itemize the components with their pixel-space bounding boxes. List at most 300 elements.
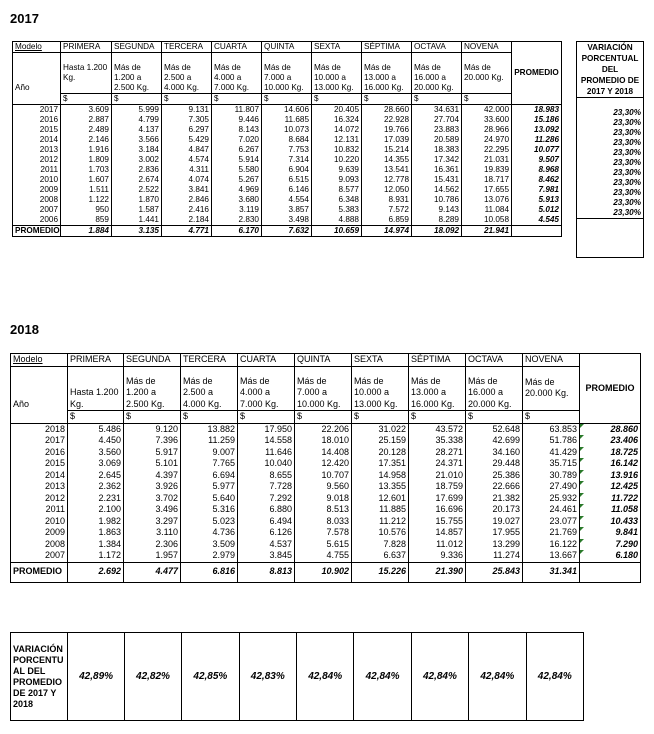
value-cell: 4.074 xyxy=(162,175,212,185)
value-cell: 8.033 xyxy=(295,516,352,528)
promedio-label: PROMEDIO xyxy=(11,562,68,582)
value-cell: 8.143 xyxy=(212,125,262,135)
value-cell: 6.859 xyxy=(362,215,412,226)
value-cell: 11.646 xyxy=(238,447,295,459)
variation-value: 42,85% xyxy=(182,633,239,721)
value-cell: 4.969 xyxy=(212,185,262,195)
table-row xyxy=(11,550,641,562)
variation-value: 42,84% xyxy=(469,633,526,721)
value-cell: 2.846 xyxy=(162,195,212,205)
value-cell: 20.173 xyxy=(466,504,523,516)
value-cell: 7.305 xyxy=(162,115,212,125)
range-label: Más de 16.000 a 20.000 Kg. xyxy=(412,53,462,94)
value-cell: 11.274 xyxy=(466,550,523,562)
average-cell: 11.286 xyxy=(512,135,562,145)
year-cell: 2010 xyxy=(13,175,61,185)
year-cell: 2013 xyxy=(13,145,61,155)
range-label: Más de 1.200 a 2.500 Kg. xyxy=(124,366,181,411)
value-cell: 10.832 xyxy=(312,145,362,155)
value-cell: 11.685 xyxy=(262,115,312,125)
year-cell: 2015 xyxy=(13,125,61,135)
year-cell: 2012 xyxy=(11,493,68,505)
promedio-value: 21.941 xyxy=(462,225,512,236)
average-cell: 5.913 xyxy=(512,195,562,205)
value-cell: 11.259 xyxy=(181,435,238,447)
average-cell: 4.545 xyxy=(512,215,562,226)
title-2017: 2017 xyxy=(10,11,39,26)
table-row xyxy=(13,155,562,165)
value-cell: 5.917 xyxy=(124,447,181,459)
promedio-value: 3.135 xyxy=(112,225,162,236)
table-row xyxy=(13,115,562,125)
header-cuarta: CUARTA xyxy=(238,354,295,367)
header-modelo: Modelo xyxy=(11,354,68,367)
value-cell: 18.759 xyxy=(409,481,466,493)
value-cell: 2.674 xyxy=(112,175,162,185)
value-cell: 14.857 xyxy=(409,527,466,539)
promedio-value: 14.974 xyxy=(362,225,412,236)
value-cell: 17.342 xyxy=(412,155,462,165)
value-cell: 2.489 xyxy=(61,125,112,135)
header-sexta: SEXTA xyxy=(312,42,362,53)
value-cell: 2.100 xyxy=(68,504,124,516)
value-cell: 2.887 xyxy=(61,115,112,125)
table-row xyxy=(11,435,641,447)
title-2018: 2018 xyxy=(10,322,39,337)
currency-symbol: $ xyxy=(61,93,112,104)
value-cell: 23.883 xyxy=(412,125,462,135)
value-cell: 3.609 xyxy=(61,104,112,115)
year-cell: 2016 xyxy=(11,447,68,459)
currency-symbol: $ xyxy=(112,93,162,104)
average-cell: 11.722 xyxy=(580,493,641,505)
value-cell: 5.101 xyxy=(124,458,181,470)
value-cell: 5.429 xyxy=(162,135,212,145)
value-cell: 3.002 xyxy=(112,155,162,165)
value-cell: 4.537 xyxy=(238,539,295,551)
value-cell: 7.292 xyxy=(238,493,295,505)
header-promedio: PROMEDIO xyxy=(580,354,641,424)
variation-empty xyxy=(577,229,644,239)
header-primera: PRIMERA xyxy=(61,42,112,53)
value-cell: 3.069 xyxy=(68,458,124,470)
value-cell: 3.509 xyxy=(181,539,238,551)
value-cell: 24.461 xyxy=(523,504,580,516)
currency-symbol: $ xyxy=(352,411,409,424)
range-label: Más de 4.000 a 7.000 Kg. xyxy=(238,366,295,411)
value-cell: 4.888 xyxy=(312,215,362,226)
average-cell: 9.841 xyxy=(580,527,641,539)
table-row xyxy=(13,135,562,145)
range-label: Más de 2.500 a 4.000 Kg. xyxy=(162,53,212,94)
value-cell: 6.694 xyxy=(181,470,238,482)
value-cell: 12.601 xyxy=(352,493,409,505)
value-cell: 7.753 xyxy=(262,145,312,155)
value-cell: 1.122 xyxy=(61,195,112,205)
value-cell: 19.027 xyxy=(466,516,523,528)
value-cell: 6.904 xyxy=(262,165,312,175)
variation-value: 23,30% xyxy=(577,198,644,208)
year-label: Año xyxy=(11,366,68,411)
year-cell: 2011 xyxy=(13,165,61,175)
value-cell: 5.640 xyxy=(181,493,238,505)
range-label: Más de 4.000 a 7.000 Kg. xyxy=(212,53,262,94)
value-cell: 1.607 xyxy=(61,175,112,185)
value-cell: 14.355 xyxy=(362,155,412,165)
value-cell: 14.558 xyxy=(238,435,295,447)
value-cell: 2.184 xyxy=(162,215,212,226)
value-cell: 6.880 xyxy=(238,504,295,516)
year-cell: 2013 xyxy=(11,481,68,493)
year-cell: 2017 xyxy=(13,104,61,115)
currency-symbol: $ xyxy=(295,411,352,424)
currency-symbol: $ xyxy=(124,411,181,424)
value-cell: 3.926 xyxy=(124,481,181,493)
value-cell: 41.429 xyxy=(523,447,580,459)
value-cell: 24.970 xyxy=(462,135,512,145)
value-cell: 3.566 xyxy=(112,135,162,145)
value-cell: 34.160 xyxy=(466,447,523,459)
value-cell: 24.371 xyxy=(409,458,466,470)
year-cell: 2009 xyxy=(11,527,68,539)
value-cell: 7.828 xyxy=(352,539,409,551)
value-cell: 13.076 xyxy=(462,195,512,205)
promedio-empty xyxy=(580,562,641,582)
value-cell: 1.703 xyxy=(61,165,112,175)
value-cell: 17.351 xyxy=(352,458,409,470)
range-label: Más de 10.000 a 13.000 Kg. xyxy=(352,366,409,411)
table-row xyxy=(13,215,562,226)
average-cell: 28.860 xyxy=(580,423,641,435)
value-cell: 9.018 xyxy=(295,493,352,505)
value-cell: 3.496 xyxy=(124,504,181,516)
value-cell: 4.554 xyxy=(262,195,312,205)
value-cell: 2.645 xyxy=(68,470,124,482)
value-cell: 12.778 xyxy=(362,175,412,185)
table-row xyxy=(11,447,641,459)
value-cell: 5.023 xyxy=(181,516,238,528)
variation-value: 42,84% xyxy=(526,633,583,721)
range-label: Más de 13.000 a 16.000 Kg. xyxy=(362,53,412,94)
average-cell: 7.981 xyxy=(512,185,562,195)
value-cell: 17.955 xyxy=(466,527,523,539)
value-cell: 28.271 xyxy=(409,447,466,459)
variation-table-2018 xyxy=(10,632,584,721)
promedio-value: 6.816 xyxy=(181,562,238,582)
promedio-value: 10.659 xyxy=(312,225,362,236)
value-cell: 4.799 xyxy=(112,115,162,125)
header-modelo: Modelo xyxy=(13,42,61,53)
header-septima: SÉPTIMA xyxy=(409,354,466,367)
range-label: Más de 20.000 Kg. xyxy=(462,53,512,94)
promedio-value: 6.170 xyxy=(212,225,262,236)
variation-value: 23,30% xyxy=(577,118,644,128)
value-cell: 17.950 xyxy=(238,423,295,435)
value-cell: 3.110 xyxy=(124,527,181,539)
promedio-value: 1.884 xyxy=(61,225,112,236)
table-row xyxy=(11,458,641,470)
variation-value: 42,84% xyxy=(296,633,353,721)
average-cell: 8.968 xyxy=(512,165,562,175)
value-cell: 22.666 xyxy=(466,481,523,493)
value-cell: 25.932 xyxy=(523,493,580,505)
value-cell: 4.736 xyxy=(181,527,238,539)
average-cell: 5.012 xyxy=(512,205,562,215)
header-novena: NOVENA xyxy=(462,42,512,53)
promedio-value: 8.813 xyxy=(238,562,295,582)
average-cell: 13.092 xyxy=(512,125,562,135)
value-cell: 16.696 xyxy=(409,504,466,516)
value-cell: 5.383 xyxy=(312,205,362,215)
value-cell: 2.146 xyxy=(61,135,112,145)
value-cell: 11.084 xyxy=(462,205,512,215)
value-cell: 13.299 xyxy=(466,539,523,551)
value-cell: 21.769 xyxy=(523,527,580,539)
value-cell: 5.580 xyxy=(212,165,262,175)
table-row xyxy=(11,539,641,551)
year-cell: 2015 xyxy=(11,458,68,470)
table-row xyxy=(11,481,641,493)
range-label: Hasta 1.200 Kg. xyxy=(61,53,112,94)
value-cell: 5.316 xyxy=(181,504,238,516)
table-row xyxy=(11,527,641,539)
value-cell: 2.416 xyxy=(162,205,212,215)
table-row xyxy=(13,125,562,135)
value-cell: 7.578 xyxy=(295,527,352,539)
value-cell: 9.446 xyxy=(212,115,262,125)
year-cell: 2014 xyxy=(13,135,61,145)
value-cell: 12.131 xyxy=(312,135,362,145)
value-cell: 3.184 xyxy=(112,145,162,155)
currency-symbol: $ xyxy=(181,411,238,424)
value-cell: 3.498 xyxy=(262,215,312,226)
value-cell: 42.000 xyxy=(462,104,512,115)
range-label: Más de 2.500 a 4.000 Kg. xyxy=(181,366,238,411)
value-cell: 29.448 xyxy=(466,458,523,470)
variation-value: 23,30% xyxy=(577,188,644,198)
value-cell: 13.355 xyxy=(352,481,409,493)
promedio-value: 21.390 xyxy=(409,562,466,582)
value-cell: 10.220 xyxy=(312,155,362,165)
header-segunda: SEGUNDA xyxy=(112,42,162,53)
variation-header: VARIACIÓN PORCENTUAL DEL PROMEDIO DE 2017 Y 2018 xyxy=(577,42,644,98)
value-cell: 4.311 xyxy=(162,165,212,175)
average-cell: 8.462 xyxy=(512,175,562,185)
promedio-empty xyxy=(512,225,562,236)
value-cell: 13.882 xyxy=(181,423,238,435)
variation-value: 42,84% xyxy=(411,633,468,721)
range-label: Más de 7.000 a 10.000 Kg. xyxy=(262,53,312,94)
table-row xyxy=(13,145,562,155)
year-cell: 2009 xyxy=(13,185,61,195)
value-cell: 1.957 xyxy=(124,550,181,562)
value-cell: 3.841 xyxy=(162,185,212,195)
variation-value: 23,30% xyxy=(577,148,644,158)
value-cell: 17.655 xyxy=(462,185,512,195)
currency-symbol: $ xyxy=(412,93,462,104)
header-septima: SÉPTIMA xyxy=(362,42,412,53)
year-cell: 2018 xyxy=(11,423,68,435)
value-cell: 16.361 xyxy=(412,165,462,175)
value-cell: 20.128 xyxy=(352,447,409,459)
value-cell: 11.807 xyxy=(212,104,262,115)
promedio-value: 15.226 xyxy=(352,562,409,582)
value-cell: 52.648 xyxy=(466,423,523,435)
value-cell: 2.362 xyxy=(68,481,124,493)
value-cell: 1.916 xyxy=(61,145,112,155)
value-cell: 5.914 xyxy=(212,155,262,165)
value-cell: 15.214 xyxy=(362,145,412,155)
table-2018 xyxy=(10,353,641,583)
table-row xyxy=(13,185,562,195)
promedio-value: 4.771 xyxy=(162,225,212,236)
value-cell: 8.684 xyxy=(262,135,312,145)
promedio-value: 2.692 xyxy=(68,562,124,582)
value-cell: 27.704 xyxy=(412,115,462,125)
variation-value: 42,82% xyxy=(124,633,181,721)
average-cell: 6.180 xyxy=(580,550,641,562)
value-cell: 8.931 xyxy=(362,195,412,205)
header-quinta: QUINTA xyxy=(295,354,352,367)
value-cell: 14.958 xyxy=(352,470,409,482)
average-cell: 9.507 xyxy=(512,155,562,165)
value-cell: 4.574 xyxy=(162,155,212,165)
value-cell: 7.765 xyxy=(181,458,238,470)
header-octava: OCTAVA xyxy=(412,42,462,53)
table-row xyxy=(13,165,562,175)
value-cell: 7.572 xyxy=(362,205,412,215)
year-cell: 2010 xyxy=(11,516,68,528)
promedio-value: 18.092 xyxy=(412,225,462,236)
value-cell: 3.297 xyxy=(124,516,181,528)
value-cell: 20.589 xyxy=(412,135,462,145)
value-cell: 10.576 xyxy=(352,527,409,539)
variation-empty xyxy=(577,219,644,230)
value-cell: 27.490 xyxy=(523,481,580,493)
average-cell: 18.725 xyxy=(580,447,641,459)
value-cell: 8.289 xyxy=(412,215,462,226)
value-cell: 19.839 xyxy=(462,165,512,175)
year-cell: 2012 xyxy=(13,155,61,165)
table-row xyxy=(13,195,562,205)
table-row xyxy=(13,175,562,185)
currency-symbol: $ xyxy=(362,93,412,104)
value-cell: 25.159 xyxy=(352,435,409,447)
value-cell: 21.010 xyxy=(409,470,466,482)
value-cell: 5.615 xyxy=(295,539,352,551)
header-tercera: TERCERA xyxy=(162,42,212,53)
value-cell: 2.231 xyxy=(68,493,124,505)
currency-symbol: $ xyxy=(238,411,295,424)
range-label: Más de 16.000 a 20.000 Kg. xyxy=(466,366,523,411)
value-cell: 42.699 xyxy=(466,435,523,447)
variation-empty xyxy=(577,239,644,258)
value-cell: 6.494 xyxy=(238,516,295,528)
value-cell: 28.966 xyxy=(462,125,512,135)
value-cell: 14.072 xyxy=(312,125,362,135)
value-cell: 8.513 xyxy=(295,504,352,516)
value-cell: 859 xyxy=(61,215,112,226)
value-cell: 1.870 xyxy=(112,195,162,205)
value-cell: 14.408 xyxy=(295,447,352,459)
variation-value: 23,30% xyxy=(577,208,644,219)
average-cell: 10.433 xyxy=(580,516,641,528)
value-cell: 5.486 xyxy=(68,423,124,435)
variation-value: 23,30% xyxy=(577,108,644,118)
range-label: Más de 13.000 a 16.000 Kg. xyxy=(409,366,466,411)
value-cell: 6.637 xyxy=(352,550,409,562)
value-cell: 51.786 xyxy=(523,435,580,447)
year-label: Año xyxy=(13,53,61,94)
header-octava: OCTAVA xyxy=(466,354,523,367)
value-cell: 1.511 xyxy=(61,185,112,195)
average-cell: 11.058 xyxy=(580,504,641,516)
value-cell: 1.172 xyxy=(68,550,124,562)
average-cell: 12.425 xyxy=(580,481,641,493)
table-row xyxy=(11,516,641,528)
value-cell: 63.853 xyxy=(523,423,580,435)
value-cell: 11.885 xyxy=(352,504,409,516)
range-label: Más de 1.200 a 2.500 Kg. xyxy=(112,53,162,94)
currency-symbol: $ xyxy=(162,93,212,104)
header-segunda: SEGUNDA xyxy=(124,354,181,367)
table-row xyxy=(13,205,562,215)
value-cell: 9.336 xyxy=(409,550,466,562)
value-cell: 14.606 xyxy=(262,104,312,115)
value-cell: 18.010 xyxy=(295,435,352,447)
value-cell: 9.131 xyxy=(162,104,212,115)
value-cell: 1.587 xyxy=(112,205,162,215)
year-cell: 2011 xyxy=(11,504,68,516)
value-cell: 4.137 xyxy=(112,125,162,135)
value-cell: 11.212 xyxy=(352,516,409,528)
currency-symbol: $ xyxy=(466,411,523,424)
value-cell: 15.431 xyxy=(412,175,462,185)
value-cell: 34.631 xyxy=(412,104,462,115)
value-cell: 22.206 xyxy=(295,423,352,435)
value-cell: 12.050 xyxy=(362,185,412,195)
value-cell: 19.766 xyxy=(362,125,412,135)
range-label: Hasta 1.200 Kg. xyxy=(68,366,124,411)
value-cell: 1.441 xyxy=(112,215,162,226)
year-cell: 2007 xyxy=(11,550,68,562)
average-cell: 7.290 xyxy=(580,539,641,551)
table-2017 xyxy=(12,41,562,237)
year-cell: 2016 xyxy=(13,115,61,125)
value-cell: 4.755 xyxy=(295,550,352,562)
header-sexta: SEXTA xyxy=(352,354,409,367)
value-cell: 10.058 xyxy=(462,215,512,226)
value-cell: 7.728 xyxy=(238,481,295,493)
currency-symbol: $ xyxy=(262,93,312,104)
variation-value: 42,84% xyxy=(354,633,411,721)
header-quinta: QUINTA xyxy=(262,42,312,53)
value-cell: 31.022 xyxy=(352,423,409,435)
value-cell: 2.979 xyxy=(181,550,238,562)
value-cell: 950 xyxy=(61,205,112,215)
value-cell: 28.660 xyxy=(362,104,412,115)
value-cell: 11.012 xyxy=(409,539,466,551)
variation-table-2017 xyxy=(576,41,644,258)
variation-value: 23,30% xyxy=(577,158,644,168)
header-cuarta: CUARTA xyxy=(212,42,262,53)
value-cell: 6.146 xyxy=(262,185,312,195)
value-cell: 3.680 xyxy=(212,195,262,205)
value-cell: 7.020 xyxy=(212,135,262,145)
variation-value: 42,83% xyxy=(239,633,296,721)
value-cell: 5.977 xyxy=(181,481,238,493)
value-cell: 17.039 xyxy=(362,135,412,145)
